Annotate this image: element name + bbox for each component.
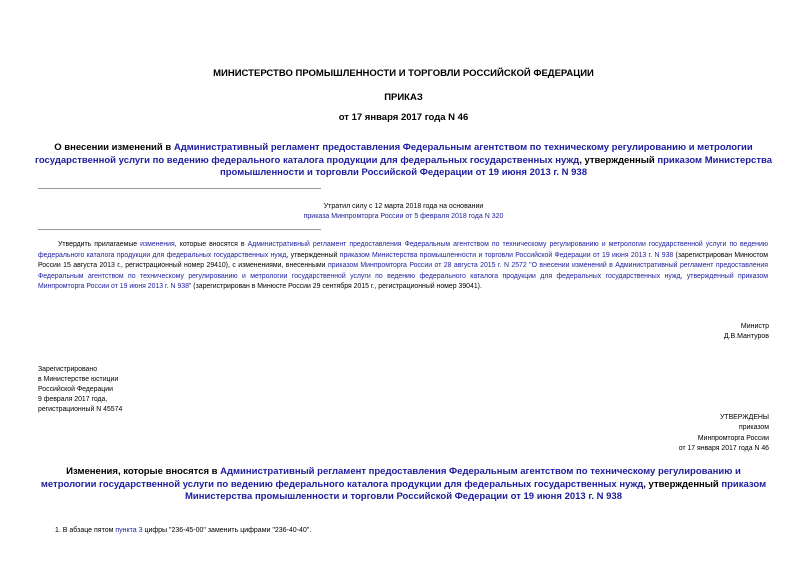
repeal-order-link[interactable]: приказа Минпромторга России от 5 февраля 2018 года N 320 xyxy=(303,213,504,220)
registration-line: 9 февраля 2017 года, xyxy=(38,396,108,403)
body-text: , утвержденный xyxy=(286,251,340,259)
order-date: от 17 января 2017 года N 46 xyxy=(338,112,469,123)
registration-block xyxy=(38,365,122,415)
clause-3-link[interactable]: пункта 3 xyxy=(115,527,143,534)
base-order-link[interactable]: приказом Министерства промышленности и торговли Российской Федерации от 19 июня 2013 г. N 938 xyxy=(339,251,674,259)
lost-force-note: Утратил силу с 12 марта 2018 года на основании xyxy=(323,203,484,210)
order-title xyxy=(30,142,777,180)
body-text: (зарегистрирован в Минюсте России 29 сентября 2015 г., регистрационный номер 39041). xyxy=(191,283,482,291)
changes-title xyxy=(40,466,767,504)
base-order-link[interactable]: приказом Министерства промышленности и торговли Российской Федерации от 19 июня 2013 г. N 938 xyxy=(185,478,767,502)
registration-line: Российской Федерации xyxy=(38,386,113,393)
order-title-prefix: О внесении изменений в xyxy=(54,142,174,153)
regulation-link[interactable]: Административный регламент предоставления Федеральным агентством по техническому регулированию и метрологии государственной услуги по ведению федерального каталога продукции для федеральных государственных нужд xyxy=(35,142,753,166)
registration-line: в Министерстве юстиции xyxy=(38,376,119,383)
approval-line: Минпромторга России xyxy=(697,434,769,442)
approval-line: УТВЕРЖДЕНЫ xyxy=(720,414,769,421)
change-item-1 xyxy=(55,527,311,534)
divider-bottom xyxy=(38,229,321,230)
order-label: ПРИКАЗ xyxy=(384,92,423,103)
signer-position: Министр xyxy=(740,323,769,330)
changes-title-prefix: Изменения, которые вносятся в xyxy=(66,466,221,477)
signer-name: Д.В.Мантуров xyxy=(723,333,769,340)
approval-line: от 17 января 2017 года N 46 xyxy=(678,444,769,452)
approval-line: приказом xyxy=(739,424,769,432)
regulation-link[interactable]: Административный регламент предоставления Федеральным агентством по техническому регулированию и метрологии государственной услуги по ведению федерального каталога продукции для федеральных государственных нужд xyxy=(38,241,768,259)
registration-line: регистрационный N 45574 xyxy=(38,406,123,413)
ministry-heading: МИНИСТЕРСТВО ПРОМЫШЛЕННОСТИ И ТОРГОВЛИ РОССИЙСКОЙ ФЕДЕРАЦИИ xyxy=(213,68,594,79)
body-text: Утвердить прилагаемые xyxy=(58,241,141,248)
changes-link[interactable]: изменения xyxy=(140,241,175,248)
item-text: 1. В абзаце пятом xyxy=(55,527,116,534)
body-text: (зарегистрирован Минюстом России 15 августа 2013 г., регистрационный номер 29410), с изменениями, внесенными xyxy=(38,251,769,270)
registration-line: Зарегистрировано xyxy=(38,366,98,373)
order-title-middle: , утвержденный xyxy=(579,154,658,166)
approval-block xyxy=(679,413,769,454)
divider-top xyxy=(38,188,321,189)
body-text: , которые вносятся в xyxy=(174,241,248,248)
amending-order-link[interactable]: приказом Минпромторга России от 28 августа 2015 г. N 2572 "О внесении изменений в Административный регламент предоставления Федеральным агентством по техническому регулированию и метрологии государственной услуги по ведению федерального каталога продукции для федеральных государственных нужд, утвержденный приказом Минпромторга России от 19 июня 2013 г. N 938" xyxy=(38,262,769,291)
item-text: цифры "236-45-00" заменить цифрами "236-40-40". xyxy=(142,527,312,534)
regulation-link[interactable]: Административный регламент предоставления Федеральным агентством по техническому регулированию и метрологии государственной услуги по ведению федерального каталога продукции для федеральных государственных нужд xyxy=(40,466,741,490)
changes-title-middle: , утвержденный xyxy=(643,478,722,490)
base-order-link[interactable]: приказом Министерства промышленности и торговли Российской Федерации от 19 июня 2013 г. N 938 xyxy=(219,154,772,178)
order-body-paragraph xyxy=(38,240,768,293)
